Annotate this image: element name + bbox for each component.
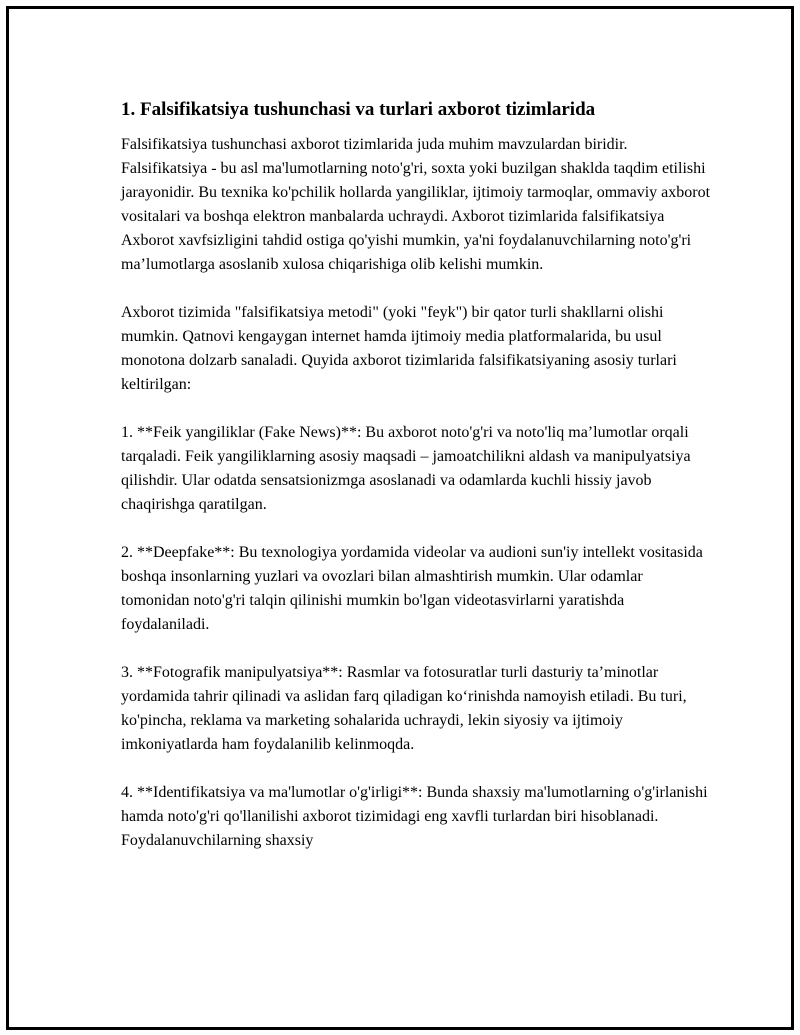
- paragraph-fake-news: 1. **Feik yangiliklar (Fake News)**: Bu axborot noto'g'ri va noto'liq ma’lumotlar orqali tarqaladi. Feik yangiliklarning asosiy maqsadi – jamoatchilikni aldash va manipulyatsiya qilishdir. Ular odatda sensatsionizmga asoslanadi va odamlarda kuchli hissiy javob chaqirishga qaratilgan.: [121, 424, 691, 513]
- section-heading: 1. Falsifikatsiya tushunchasi va turlari axborot tizimlarida: [121, 99, 596, 120]
- paragraph-deepfake: 2. **Deepfake**: Bu texnologiya yordamida videolar va audioni sun'iy intellekt vositasida boshqa insonlarning yuzlari va ovozlari bilan almashtirish mumkin. Ular odamlar tomonidan noto'g'ri talqin qilinishi mumkin bo'lgan videotasvirlarni yaratishda foydalaniladi.: [121, 544, 703, 633]
- page-frame: [6, 6, 794, 1030]
- paragraph-identity-theft: 4. **Identifikatsiya va ma'lumotlar o'g'irligi**: Bunda shaxsiy ma'lumotlarning o'g'irlanishi hamda noto'g'ri qo'llanilishi axborot tizimidagi eng xavfli turlardan biri hisoblanadi. Foydalanuvchilarning shaxsiy: [121, 784, 708, 849]
- document-body: [121, 97, 711, 877]
- paragraph-intro: Falsifikatsiya tushunchasi axborot tizimlarida juda muhim mavzulardan biridir. Falsifikatsiya - bu asl ma'lumotlarning noto'g'ri, soxta yoki buzilgan shaklda taqdim etilishi jarayonidir. Bu texnika ko'pchilik hollarda yangiliklar, ijtimoiy tarmoqlar, ommaviy axborot vositalari va boshqa elektron manbalarda uchraydi. Axborot tizimlarida falsifikatsiya Axborot xavfsizligini tahdid ostiga qo'yishi mumkin, ya'ni foydalanuvchilarning noto'g'ri ma’lumotlarga asoslanib xulosa chiqarishiga olib kelishi mumkin.: [121, 136, 711, 273]
- paragraph-methods: Axborot tizimida "falsifikatsiya metodi" (yoki "feyk") bir qator turli shakllarni olishi mumkin. Qatnovi kengaygan internet hamda ijtimoiy media platformalarida, bu usul monotona dolzarb sanaladi. Quyida axborot tizimlarida falsifikatsiyaning asosiy turlari keltirilgan:: [121, 304, 677, 393]
- paragraph-photo-manipulation: 3. **Fotografik manipulyatsiya**: Rasmlar va fotosuratlar turli dasturiy ta’minotlar yordamida tahrir qilinadi va aslidan farq qiladigan ko‘rinishda namoyish etiladi. Bu turi, ko'pincha, reklama va marketing sohalarida uchraydi, lekin siyosiy va ijtimoiy imkoniyatlarda ham foydalanilib kelinmoqda.: [121, 664, 687, 753]
